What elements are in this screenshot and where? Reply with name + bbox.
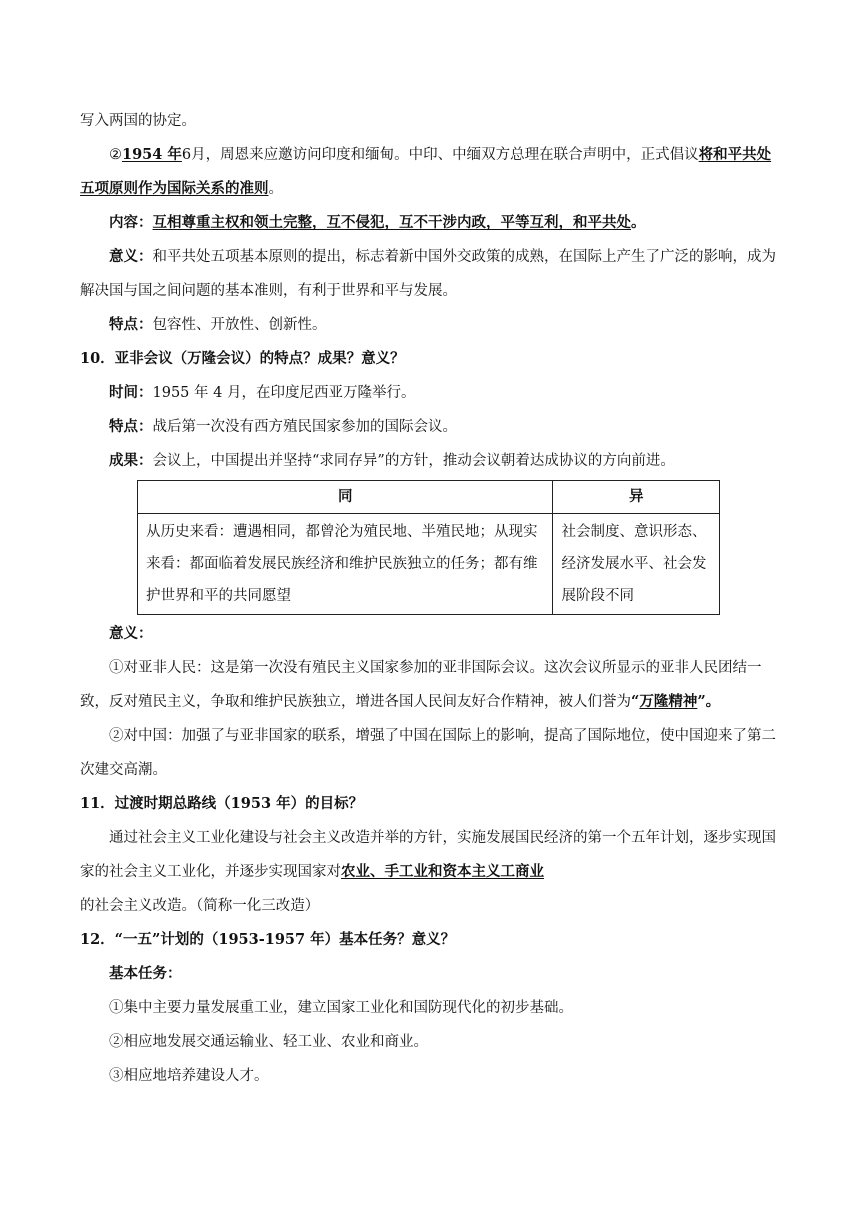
text-period: 。 [268, 181, 283, 197]
text-general-line-end: 的社会主义改造。（简称一化三改造） [80, 898, 320, 914]
list-item-task-3: ③相应地培养建设人才。 [109, 1068, 269, 1084]
text-period: 。 [631, 214, 646, 231]
label-basic-tasks: 基本任务： [109, 965, 182, 982]
list-item-task-2: ②相应地发展交通运输业、轻工业、农业和商业。 [109, 1034, 428, 1050]
text-time: 1955 年 4 月，在印度尼西亚万隆举行。 [152, 385, 416, 401]
text-bandung-spirit: 万隆精神 [639, 693, 698, 710]
text-circle-2: ② [109, 147, 122, 163]
heading-question-12: 12．“一五”计划的（1953-1957 年）基本任务？意义？ [80, 931, 456, 948]
text-1954-visit: 6月，周恩来应邀访问印度和缅甸。中印、中缅双方总理在联合声明中，正式倡议 [181, 147, 699, 163]
cell-same: 从历史来看：遭遇相同，都曾沦为殖民地、半殖民地；从现实来看：都面临着发展民族经济和维护民族独立的任务；都有维护世界和平的共同愿望 [138, 514, 553, 615]
label-feature: 特点： [109, 316, 153, 333]
table-row [138, 514, 720, 615]
text-feature: 包容性、开放性、创新性。 [152, 317, 327, 333]
paragraph-q10-time [80, 376, 780, 410]
paragraph-1954-visit [80, 138, 780, 206]
label-meaning: 意义： [109, 248, 153, 265]
paragraph-q10-feature [80, 410, 780, 444]
text-feature: 战后第一次没有西方殖民国家参加的国际会议。 [152, 419, 457, 435]
text-five-principles: 互相尊重主权和领土完整，互不侵犯，互不干涉内政，平等互利，和平共处 [152, 214, 631, 231]
paragraph-q11 [80, 821, 780, 923]
header-different: 异 [553, 481, 720, 514]
cell-different: 社会制度、意识形态、经济发展水平、社会发展阶段不同 [553, 514, 720, 615]
comparison-table [137, 480, 720, 615]
paragraph-meaning [80, 240, 780, 308]
text-meaning-asia-africa: ①对亚非人民：这是第一次没有殖民主义国家参加的亚非国际会议。这次会议所显示的亚非人民团结一致，反对殖民主义，争取和维护民族独立，增进各国人民间友好合作精神，被人们誉为 [80, 660, 762, 710]
text-agreement: 写入两国的协定。 [80, 113, 196, 129]
table-header-row [138, 481, 720, 514]
list-item-task-1: ①集中主要力量发展重工业，建立国家工业化和国防现代化的初步基础。 [109, 1000, 573, 1016]
heading-question-11: 11．过渡时期总路线（1953 年）的目标？ [80, 795, 364, 812]
text-result: 会议上，中国提出并坚持“求同存异”的方针，推动会议朝着达成协议的方向前进。 [152, 453, 675, 469]
label-q10-meaning: 意义： [109, 625, 153, 642]
paragraph-content [80, 206, 780, 240]
label-time: 时间： [109, 384, 153, 401]
header-same: 同 [138, 481, 553, 514]
text-1954-year: 1954 年 [122, 146, 182, 163]
paragraph-q10-meaning-2 [80, 719, 780, 787]
heading-question-10: 10．亚非会议（万隆会议）的特点？成果？意义？ [80, 350, 405, 367]
text-open-quote: “ [631, 693, 640, 710]
label-result: 成果： [109, 452, 153, 469]
document-page [80, 104, 780, 1093]
text-general-line: 通过社会主义工业化建设与社会主义改造并举的方针，实施发展国民经济的第一个五年计划，逐步实现国家的社会主义工业化，并逐步实现国家对 [80, 830, 776, 880]
label-feature: 特点： [109, 418, 153, 435]
text-meaning: 和平共处五项基本原则的提出，标志着新中国外交政策的成熟，在国际上产生了广泛的影响，成为解决国与国之间问题的基本准则，有利于世界和平与发展。 [80, 249, 776, 299]
paragraph-q10-result [80, 444, 780, 478]
paragraph-agreement [80, 104, 780, 138]
text-close-quote: ”。 [697, 693, 721, 710]
paragraph-feature [80, 308, 780, 342]
label-content: 内容： [109, 214, 153, 231]
text-three-transformations: 农业、手工业和资本主义工商业 [341, 863, 544, 880]
text-meaning-china: ②对中国：加强了与亚非国家的联系，增强了中国在国际上的影响，提高了国际地位，使中国迎来了第二次建交高潮。 [80, 728, 776, 778]
paragraph-q10-meaning-1 [80, 651, 780, 719]
text-five-principles-norm: 将和平共处五项原则作为国际关系的准则 [80, 146, 772, 197]
